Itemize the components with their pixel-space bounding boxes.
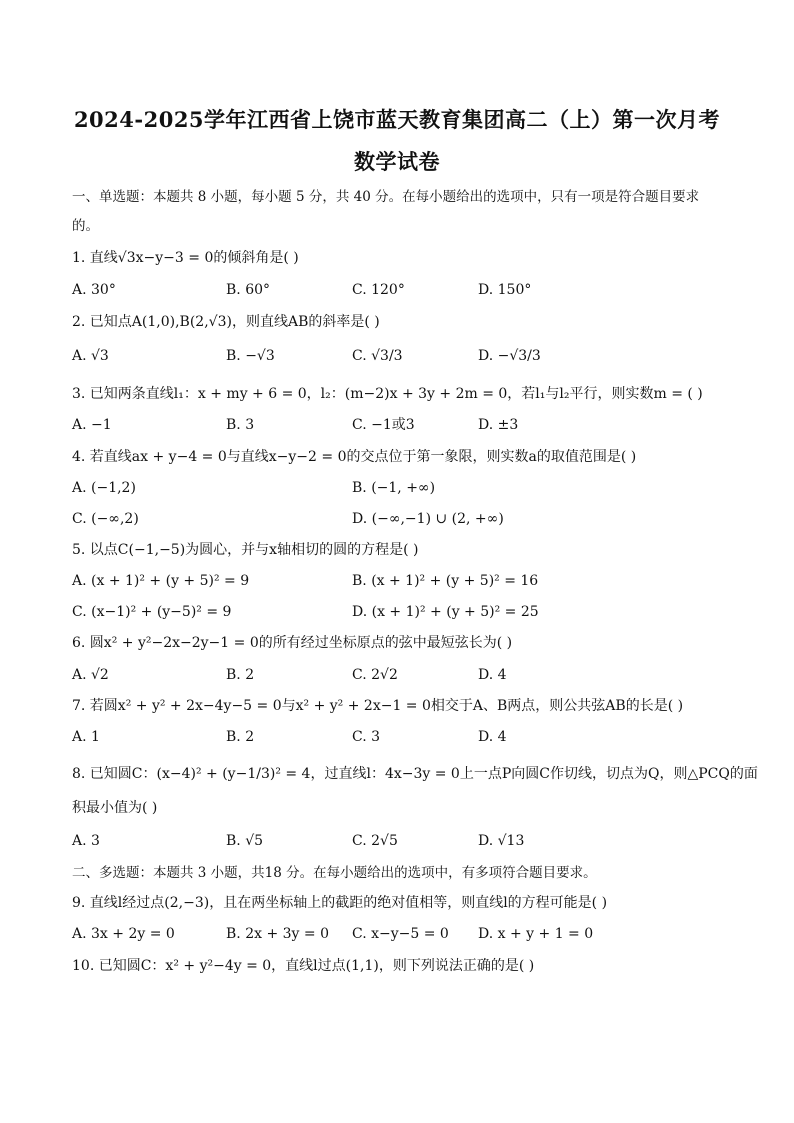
option-a: A. 3x + 2y = 0 [72,926,175,942]
option-d: D. x + y + 1 = 0 [478,926,594,942]
option-b: B. √5 [226,833,264,849]
option-d: D. 150° [478,282,532,298]
question-stem: 7. 若圆x² + y² + 2x−4y−5 = 0与x² + y² + 2x−1 = 0相交于A、B两点，则公共弦AB的长是( ) [72,698,684,714]
option-c: C. 2√5 [352,833,398,849]
option-c: C. x−y−5 = 0 [352,926,449,942]
option-d: D. 4 [478,729,507,745]
option-a: A. √3 [72,348,109,364]
option-b: B. −√3 [226,348,275,364]
option-c: C. −1或3 [352,417,415,433]
option-a: A. 3 [72,833,100,849]
question-stem: 9. 直线l经过点(2,−3)，且在两坐标轴上的截距的绝对值相等，则直线l的方程可能是( ) [72,895,608,911]
section1-heading: 一、单选题：本题共 8 小题，每小题 5 分，共 40 分。在每小题给出的选项中，只有一项是符合题目要求 [72,189,700,205]
option-c: C. 120° [352,282,405,298]
exam-subject: 数学试卷 [354,149,440,174]
option-b: B. 2x + 3y = 0 [226,926,329,942]
question-stem: 3. 已知两条直线l₁：x + my + 6 = 0，l₂：(m−2)x + 3y + 2m = 0，若l₁与l₂平行，则实数m = ( ) [72,386,703,402]
question-stem: 2. 已知点A(1,0),B(2,√3)，则直线AB的斜率是( ) [72,314,380,330]
option-b: B. (x + 1)² + (y + 5)² = 16 [352,573,539,589]
option-c: C. 2√2 [352,667,398,683]
section2-heading: 二、多选题：本题共 3 小题，共18 分。在每小题给出的选项中，有多项符合题目要求。 [72,865,597,881]
option-b: B. 2 [226,729,255,745]
option-d: D. (x + 1)² + (y + 5)² = 25 [352,604,539,620]
option-b: B. 3 [226,417,255,433]
option-a: A. (−1,2) [72,480,136,496]
option-d: D. (−∞,−1) ∪ (2, +∞) [352,511,504,527]
option-c: C. √3/3 [352,348,403,364]
option-d: D. −√3/3 [478,348,541,364]
question-stem: 5. 以点C(−1,−5)为圆心，并与x轴相切的圆的方程是( ) [72,542,419,558]
question-stem: 1. 直线√3x−y−3 = 0的倾斜角是( ) [72,250,299,266]
option-a: A. 1 [72,729,100,745]
option-c: C. 3 [352,729,381,745]
exam-title: 2024-2025学年江西省上饶市蓝天教育集团高二（上）第一次月考 [73,107,721,132]
option-b: B. (−1, +∞) [352,480,436,496]
option-a: A. √2 [72,667,109,683]
option-a: A. −1 [72,417,112,433]
question-stem: 10. 已知圆C：x² + y²−4y = 0，直线l过点(1,1)，则下列说法正确的是( ) [72,958,535,974]
option-b: B. 60° [226,282,271,298]
question-stem: 8. 已知圆C：(x−4)² + (y−1/3)² = 4，过直线l：4x−3y = 0上一点P向圆C作切线，切点为Q，则△PCQ的面 [72,766,758,782]
question-stem: 4. 若直线ax + y−4 = 0与直线x−y−2 = 0的交点位于第一象限，则实数a的取值范围是( ) [72,449,637,465]
option-d: D. 4 [478,667,507,683]
option-c: C. (x−1)² + (y−5)² = 9 [72,604,232,620]
option-d: D. ±3 [478,417,519,433]
option-a: A. 30° [72,282,116,298]
option-c: C. (−∞,2) [72,511,139,527]
section1-heading-cont: 的。 [72,218,99,234]
option-d: D. √13 [478,833,525,849]
question-stem-cont: 积最小值为( ) [72,800,158,816]
question-stem: 6. 圆x² + y²−2x−2y−1 = 0的所有经过坐标原点的弦中最短弦长为( ) [72,635,513,651]
option-b: B. 2 [226,667,255,683]
option-a: A. (x + 1)² + (y + 5)² = 9 [72,573,250,589]
